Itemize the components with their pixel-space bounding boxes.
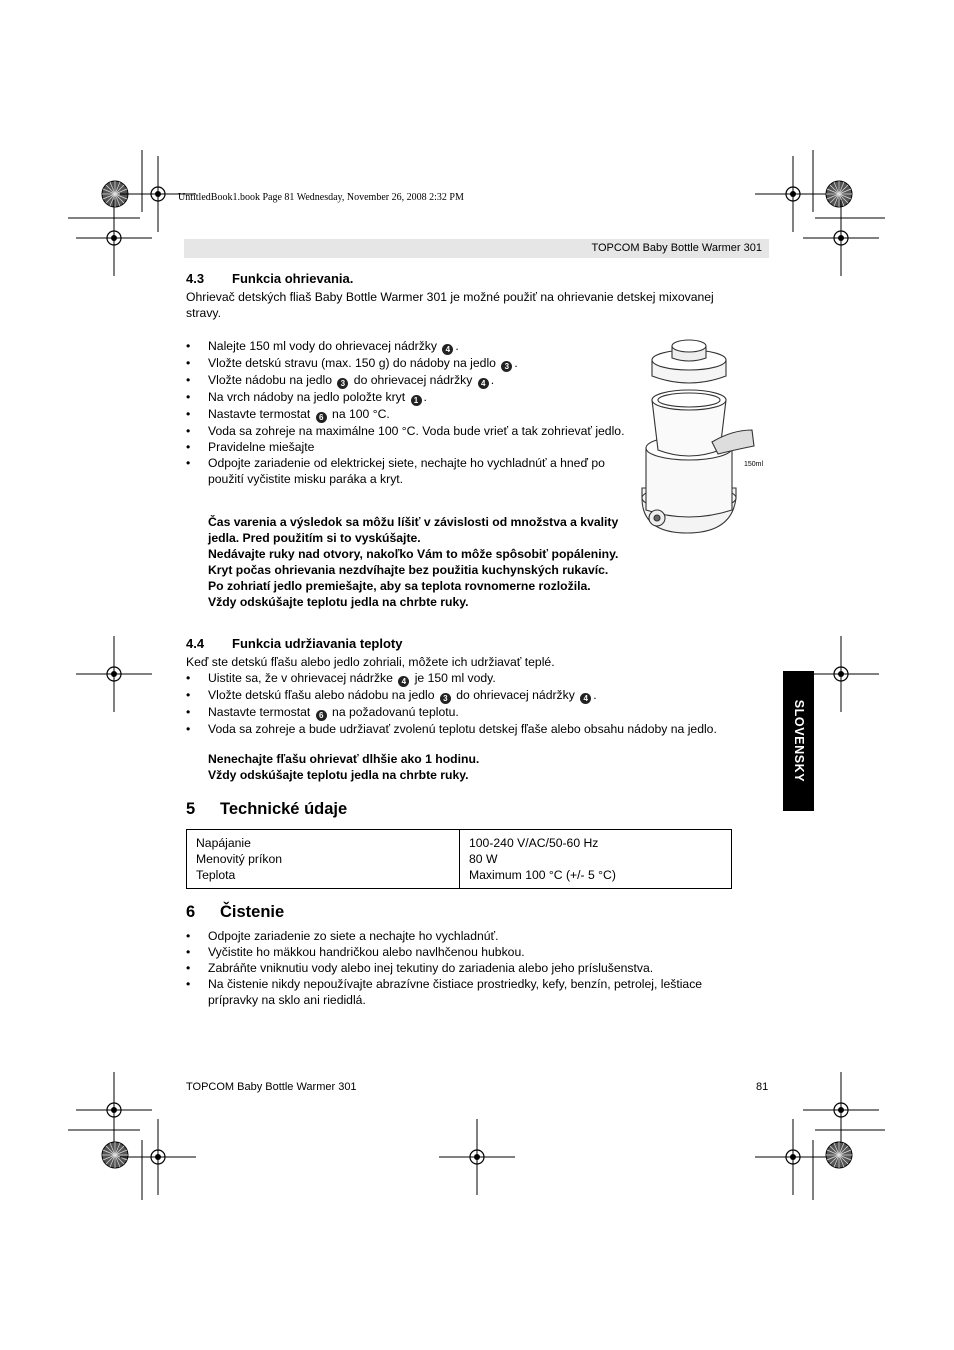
section-5-title — [186, 800, 347, 819]
ref-3-icon: 3 — [501, 361, 512, 372]
section-number: 5 — [186, 800, 196, 818]
language-label: SLOVENSKY — [791, 699, 806, 783]
spec-values-cell — [460, 830, 732, 889]
warning-text: Vždy odskúšajte teplotu jedla na chrbte ruky. — [208, 595, 469, 609]
print-slug: UntitledBook1.book Page 81 Wednesday, November 26, 2008 2:32 PM — [178, 192, 464, 203]
warning-text: Kryt počas ohrievania nezdvíhajte bez použitia kuchynských rukavíc. — [208, 563, 609, 577]
ref-6-icon: 6 — [316, 412, 327, 423]
list-item: • Nastavte termostat 6 na 100 °C. — [186, 406, 626, 423]
spec-label: Napájanie — [196, 836, 251, 850]
section-number: 6 — [186, 903, 196, 921]
ref-1-icon: 1 — [411, 395, 422, 406]
section-heading: Čistenie — [220, 903, 285, 921]
warning-text: Nenechajte fľašu ohrievať dlhšie ako 1 hodinu. — [208, 752, 480, 766]
section-title — [186, 636, 756, 651]
list-item: • Vyčistite ho mäkkou handričkou alebo navlhčenou hubkou. — [186, 944, 746, 960]
spec-value: 80 W — [469, 852, 498, 866]
list-item: • Odpojte zariadenie zo siete a nechajte ho vychladnúť. — [186, 928, 746, 944]
list-item: • Uistite sa, že v ohrievacej nádržke 4 je 150 ml vody. — [186, 670, 756, 687]
section-4-4 — [186, 636, 756, 737]
heating-steps-list — [186, 338, 626, 487]
list-item: • Pravidelne miešajte — [186, 439, 626, 455]
spec-label: Teplota — [196, 868, 236, 882]
section-number: 4.3 — [186, 271, 205, 286]
section-title — [186, 271, 746, 286]
list-item: • Odpojte zariadenie od elektrickej siete, nechajte ho vychladnúť a hneď po použití vyčistite misku paráka a kryt. — [186, 455, 626, 487]
ref-4-icon: 4 — [442, 344, 453, 355]
bottle-warmer-illustration — [632, 338, 772, 538]
page-number: 81 — [756, 1081, 769, 1093]
list-item: • Zabráňte vniknutiu vody alebo inej tekutiny do zariadenia alebo jeho príslušenstva. — [186, 960, 746, 976]
section-4-3 — [186, 271, 746, 321]
spec-label: Menovitý príkon — [196, 852, 283, 866]
ref-4-icon: 4 — [478, 378, 489, 389]
language-side-tab — [783, 671, 814, 811]
list-item: • Voda sa zohreje na maximálne 100 °C. Voda bude vrieť a tak zohrievať jedlo. — [186, 423, 626, 439]
section-number: 4.4 — [186, 636, 205, 651]
list-item: • Vložte nádobu na jedlo 3 do ohrievacej nádržky 4 . — [186, 372, 626, 389]
measuring-cup-label: 150ml — [744, 461, 764, 468]
spec-value: Maximum 100 °C (+/- 5 °C) — [469, 868, 616, 882]
table-row — [187, 830, 732, 889]
section-heading: Funkcia udržiavania teploty — [232, 636, 403, 651]
warning-text: Čas varenia a výsledok sa môžu líšiť v závislosti od množstva a kvality jedla. Pred použitím si to vyskúšajte. — [208, 515, 619, 545]
tech-spec-table — [186, 829, 732, 889]
spec-value: 100-240 V/AC/50-60 Hz — [469, 836, 599, 850]
keep-warm-warnings — [208, 751, 658, 783]
heating-warnings — [208, 514, 638, 610]
list-item: • Nastavte termostat 6 na požadovanú teplotu. — [186, 704, 756, 721]
footer-title: TOPCOM Baby Bottle Warmer 301 — [186, 1081, 357, 1093]
list-item: • Vložte detskú stravu (max. 150 g) do nádoby na jedlo 3 . — [186, 355, 626, 372]
ref-3-icon: 3 — [337, 378, 348, 389]
list-item: • Voda sa zohreje a bude udržiavať zvolenú teplotu detskej fľaše alebo obsahu nádoby na jedlo. — [186, 721, 756, 737]
list-item: • Vložte detskú fľašu alebo nádobu na jedlo 3 do ohrievacej nádržky 4 . — [186, 687, 756, 704]
section-6-title — [186, 903, 284, 922]
ref-4-icon: 4 — [580, 693, 591, 704]
section-heading: Funkcia ohrievania. — [232, 271, 354, 286]
keep-warm-steps-list — [186, 670, 756, 737]
list-item: • Na vrch nádoby na jedlo položte kryt 1 . — [186, 389, 626, 406]
section-intro: Keď ste detskú fľašu alebo jedlo zohriali, môžete ich udržiavať teplé. — [186, 655, 555, 669]
section-intro: Ohrievač detských fliaš Baby Bottle Warmer 301 je možné použiť na ohrievanie detskej mixovanej stravy. — [186, 290, 714, 320]
header-title: TOPCOM Baby Bottle Warmer 301 — [591, 242, 762, 254]
warning-text: Nedávajte ruky nad otvory, nakoľko Vám to môže spôsobiť popáleniny. — [208, 547, 619, 561]
spec-labels-cell — [187, 830, 460, 889]
warning-text: Vždy odskúšajte teplotu jedla na chrbte ruky. — [208, 768, 469, 782]
ref-6-icon: 6 — [316, 710, 327, 721]
section-heading: Technické údaje — [220, 800, 348, 818]
list-item: • Na čistenie nikdy nepoužívajte abrazívne čistiace prostriedky, kefy, benzín, petrolej, leštiace prípravky na sklo ani riedidlá. — [186, 976, 746, 1008]
ref-4-icon: 4 — [398, 676, 409, 687]
ref-3-icon: 3 — [440, 693, 451, 704]
cleaning-steps-list — [186, 928, 746, 1008]
warning-text: Po zohriatí jedlo premiešajte, aby sa teplota rovnomerne rozložila. — [208, 579, 591, 593]
list-item: • Nalejte 150 ml vody do ohrievacej nádržky 4 . — [186, 338, 626, 355]
